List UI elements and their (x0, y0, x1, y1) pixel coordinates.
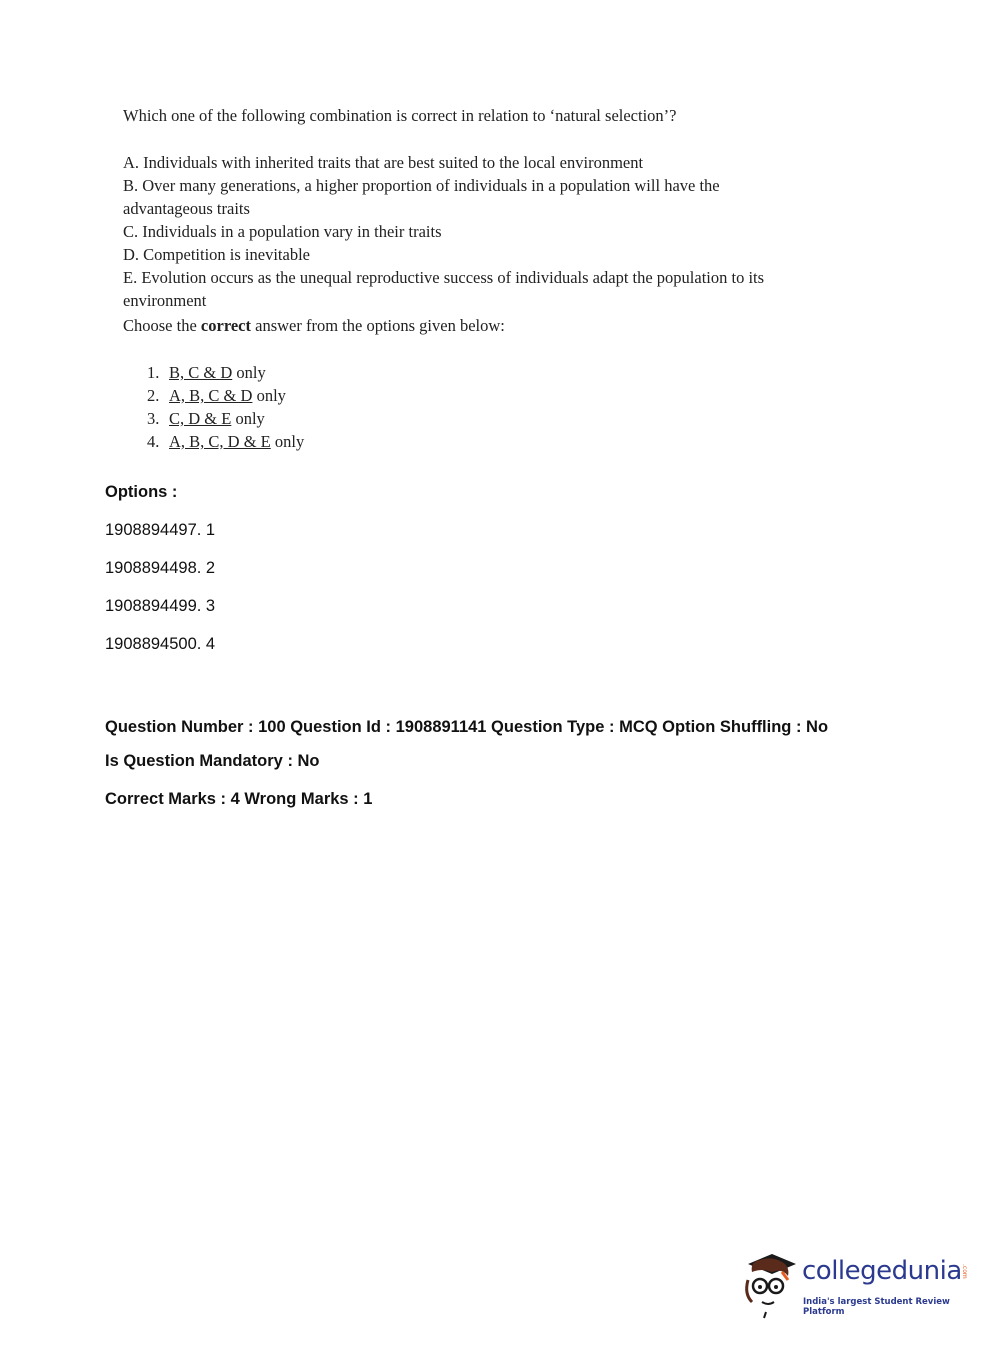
option-suffix: only (232, 363, 266, 382)
statement-e: E. Evolution occurs as the unequal reproductive success of individuals adapt the population to its (123, 268, 765, 287)
choose-instruction (123, 316, 505, 336)
answer-option-4 (147, 430, 304, 453)
option-number: 3. (147, 409, 160, 428)
answer-options-list (147, 361, 304, 453)
collegedunia-logo (742, 1250, 972, 1320)
mandatory-line: Is Question Mandatory : No (105, 752, 320, 770)
options-heading: Options : (105, 483, 178, 501)
statement-b: B. Over many generations, a higher proportion of individuals in a population will have the (123, 176, 720, 195)
logo-wordmark: collegedunia (802, 1256, 962, 1286)
option-combination: A, B, C, D & E (169, 432, 271, 451)
question-meta-line: Question Number : 100 Question Id : 1908891141 Question Type : MCQ Option Shuffling : No (105, 718, 829, 736)
question-text: Which one of the following combination is correct in relation to ‘natural selection’? (123, 106, 677, 125)
option-number: 1. (147, 363, 160, 382)
statement-d: D. Competition is inevitable (123, 245, 310, 264)
option-combination: A, B, C & D (169, 386, 253, 405)
mascot-icon (742, 1250, 802, 1320)
logo-dotcom: .com (961, 1264, 968, 1279)
choose-suffix: answer from the options given below: (251, 316, 505, 335)
logo-tagline: India's largest Student Review Platform (803, 1297, 950, 1317)
choose-bold: correct (200, 316, 251, 335)
statement-e-continued: environment (123, 291, 207, 310)
answer-option-2 (147, 384, 304, 407)
option-combination: B, C & D (169, 363, 233, 382)
option-suffix: only (231, 409, 265, 428)
statement-a: A. Individuals with inherited traits that are best suited to the local environment (123, 153, 644, 172)
statement-c: C. Individuals in a population vary in their traits (123, 222, 442, 241)
option-id-3: 1908894499. 3 (105, 597, 216, 615)
choose-prefix: Choose the (123, 316, 201, 335)
answer-option-3 (147, 407, 304, 430)
option-suffix: only (270, 432, 305, 451)
statement-b-continued: advantageous traits (123, 199, 250, 218)
option-number: 4. (147, 432, 160, 451)
option-number: 2. (147, 386, 160, 405)
option-suffix: only (252, 386, 286, 405)
answer-option-1 (147, 361, 304, 384)
option-id-2: 1908894498. 2 (105, 559, 216, 577)
marks-line: Correct Marks : 4 Wrong Marks : 1 (105, 790, 373, 808)
option-combination: C, D & E (169, 409, 232, 428)
option-id-1: 1908894497. 1 (105, 521, 216, 539)
option-id-4: 1908894500. 4 (105, 635, 216, 653)
